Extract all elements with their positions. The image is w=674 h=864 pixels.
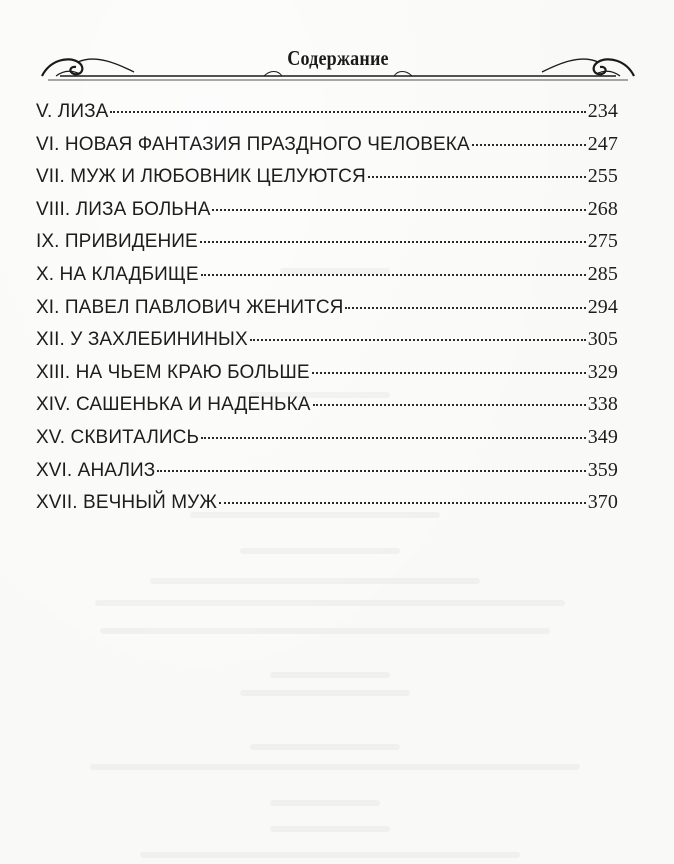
chapter-title: VIII. ЛИЗА БОЛЬНА bbox=[36, 198, 211, 220]
show-through-line bbox=[250, 744, 400, 750]
chapter-title: XI. ПАВЕЛ ПАВЛОВИЧ ЖЕНИТСЯ bbox=[36, 296, 344, 318]
show-through-line bbox=[100, 628, 550, 634]
toc-entry bbox=[36, 263, 618, 296]
toc-entry bbox=[36, 328, 618, 361]
show-through-line bbox=[150, 578, 480, 584]
dot-leader bbox=[219, 502, 586, 504]
dot-leader bbox=[345, 307, 585, 309]
toc-entry bbox=[36, 296, 618, 329]
show-through-line bbox=[90, 764, 580, 770]
chapter-title: XV. СКВИТАЛИСЬ bbox=[36, 426, 200, 448]
page-number: 255 bbox=[587, 165, 618, 188]
chapter-title: XIII. НА ЧЬЕМ КРАЮ БОЛЬШЕ bbox=[36, 361, 310, 383]
chapter-title: XIV. САШЕНЬКА И НАДЕНЬКА bbox=[36, 394, 311, 416]
show-through-line bbox=[240, 690, 410, 696]
show-through-line bbox=[270, 826, 390, 832]
dot-leader bbox=[201, 274, 586, 276]
show-through-line bbox=[240, 548, 400, 554]
chapter-title: V. ЛИЗА bbox=[36, 101, 109, 122]
page-number: 349 bbox=[587, 425, 618, 448]
page-number: 329 bbox=[587, 360, 618, 383]
dot-leader bbox=[157, 470, 585, 472]
toc-entry bbox=[36, 426, 618, 459]
toc-entry bbox=[36, 491, 618, 524]
contents-header bbox=[38, 30, 638, 90]
dot-leader bbox=[312, 372, 586, 374]
chapter-title: XVII. ВЕЧНЫЙ МУЖ bbox=[36, 492, 217, 514]
show-through-line bbox=[140, 852, 520, 858]
toc-entry bbox=[36, 230, 618, 263]
page-number: 294 bbox=[587, 295, 618, 318]
dot-leader bbox=[201, 437, 586, 439]
dot-leader bbox=[200, 241, 586, 243]
page-number: 275 bbox=[587, 230, 618, 253]
toc-entry bbox=[36, 361, 618, 394]
page-number: 305 bbox=[587, 328, 618, 351]
show-through-line bbox=[95, 600, 565, 606]
dot-leader bbox=[368, 176, 586, 178]
chapter-title: XVI. АНАЛИЗ bbox=[36, 459, 156, 481]
chapter-title: VI. НОВАЯ ФАНТАЗИЯ ПРАЗДНОГО ЧЕЛОВЕКА bbox=[36, 133, 470, 155]
show-through-line bbox=[270, 800, 380, 806]
dot-leader bbox=[110, 111, 585, 113]
chapter-title: X. НА КЛАДБИЩЕ bbox=[36, 263, 199, 285]
chapter-title: IX. ПРИВИДЕНИЕ bbox=[36, 231, 198, 253]
chapter-title: VII. МУЖ И ЛЮБОВНИК ЦЕЛУЮТСЯ bbox=[36, 166, 366, 188]
toc-entry bbox=[36, 133, 618, 166]
toc-entry bbox=[36, 165, 618, 198]
page-number: 268 bbox=[587, 197, 618, 220]
toc-entry bbox=[36, 393, 618, 426]
page-title: Содержание bbox=[287, 46, 389, 70]
page-number: 359 bbox=[587, 458, 618, 481]
toc-entry bbox=[36, 198, 618, 231]
dot-leader bbox=[250, 339, 586, 341]
page-number: 370 bbox=[587, 491, 618, 514]
page-number: 247 bbox=[587, 132, 618, 155]
dot-leader bbox=[472, 144, 586, 146]
table-of-contents bbox=[36, 100, 618, 524]
toc-entry bbox=[36, 100, 618, 133]
page-number: 338 bbox=[587, 393, 618, 416]
page-number: 285 bbox=[587, 262, 618, 285]
show-through-line bbox=[270, 672, 390, 678]
dot-leader bbox=[212, 209, 585, 211]
dot-leader bbox=[313, 404, 586, 406]
chapter-title: XII. У ЗАХЛЕБИНИНЫХ bbox=[36, 329, 248, 351]
toc-entry bbox=[36, 459, 618, 492]
page-number: 234 bbox=[587, 100, 618, 122]
